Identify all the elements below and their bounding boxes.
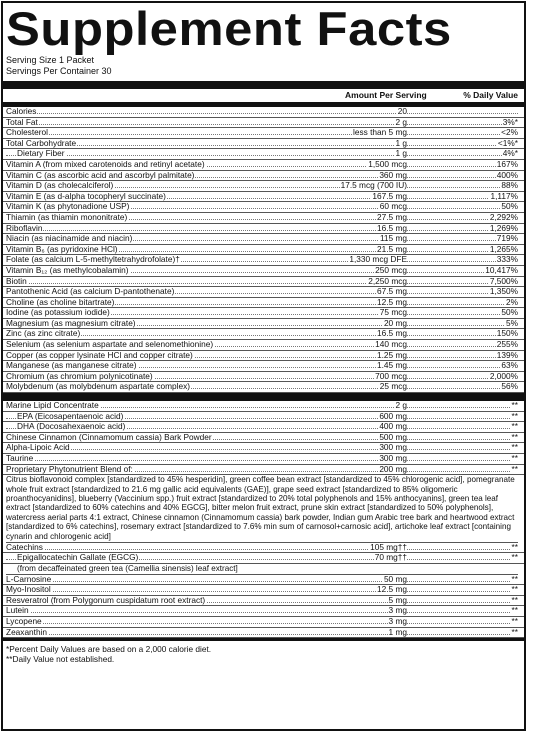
nutrient-name: L-Carnosine bbox=[6, 573, 52, 584]
panel-title: Supplement Facts bbox=[6, 2, 452, 55]
nutrient-amount: 1 mg bbox=[388, 626, 407, 637]
nutrient-daily-value: ** bbox=[511, 594, 518, 605]
nutrient-daily-value: ** bbox=[511, 431, 518, 442]
dotted-leader bbox=[6, 155, 518, 156]
nutrient-amount: 1.45 mg bbox=[377, 360, 407, 371]
nutrient-name: Total Fat bbox=[6, 116, 38, 127]
nutrient-amount: 200 mg bbox=[379, 463, 407, 474]
nutrient-daily-value: ** bbox=[511, 400, 518, 411]
nutrient-name: Folate (as calcium L-5-methyltetrahydrofolate)† bbox=[6, 254, 180, 265]
nutrient-daily-value: 10,417% bbox=[485, 264, 518, 275]
nutrient-name: Vitamin C (as ascorbic acid and ascorbyl palmitate) bbox=[6, 169, 195, 180]
nutrient-amount: 400 mg bbox=[379, 421, 407, 432]
nutrient-row bbox=[3, 107, 524, 118]
dotted-leader bbox=[6, 283, 518, 284]
nutrient-daily-value: 167% bbox=[496, 158, 518, 169]
column-header bbox=[3, 89, 524, 102]
nutrient-daily-value: 1,350% bbox=[489, 286, 518, 297]
nutrient-daily-value: 1,269% bbox=[489, 222, 518, 233]
nutrient-amount: 105 mg†† bbox=[370, 541, 407, 552]
nutrient-daily-value: 139% bbox=[496, 349, 518, 360]
nutrient-amount: 2 g bbox=[395, 116, 407, 127]
nutrient-daily-value: 63% bbox=[501, 360, 518, 371]
nutrient-amount: 27.5 mg bbox=[377, 211, 407, 222]
nutrient-name: Copper (as copper lysinate HCl and copper citrate) bbox=[6, 349, 193, 360]
nutrient-row bbox=[3, 454, 524, 465]
nutrient-amount: 2 g bbox=[395, 400, 407, 411]
servings-per-container: Servings Per Container 30 bbox=[6, 66, 112, 76]
nutrient-row bbox=[3, 596, 524, 607]
nutrient-amount: 50 mg bbox=[383, 573, 407, 584]
nutrient-name: Proprietary Phytonutrient Blend of: bbox=[6, 463, 133, 474]
nutrient-amount: 3 mg bbox=[388, 616, 407, 626]
nutrient-name: Total Carbohydrate bbox=[6, 137, 77, 148]
nutrient-amount: 25 mcg bbox=[379, 381, 407, 392]
nutrient-daily-value: 333% bbox=[496, 254, 518, 265]
nutrient-amount: 700 mcg bbox=[375, 370, 407, 381]
nutrient-amount: 3 mg bbox=[388, 605, 407, 616]
nutrient-daily-value: ** bbox=[511, 442, 518, 453]
nutrient-name: Vitamin A (from mixed carotenoids and retinyl acetate) bbox=[6, 158, 205, 169]
dotted-leader bbox=[6, 612, 518, 613]
nutrient-amount: 600 mg bbox=[379, 410, 407, 421]
dotted-leader bbox=[6, 145, 518, 146]
nutrient-amount: 67.5 mg bbox=[377, 286, 407, 297]
nutrient-amount: 1 g bbox=[395, 148, 407, 159]
nutrient-name: Resveratrol (from Polygonum cuspidatum root extract) bbox=[6, 594, 206, 605]
egcg-source-text: (from decaffeinated green tea (Camellia sinensis) leaf extract] bbox=[6, 564, 518, 575]
nutrient-name: Selenium (as selenium aspartate and selenomethionine) bbox=[6, 339, 214, 350]
nutrient-name: Choline (as choline bitartrate) bbox=[6, 296, 115, 307]
nutrient-name: Lutein bbox=[6, 605, 29, 616]
nutrient-name: Marine Lipid Concentrate bbox=[6, 400, 99, 411]
nutrient-daily-value: ** bbox=[511, 453, 518, 463]
dotted-leader bbox=[6, 581, 518, 582]
nutrient-name: Catechins bbox=[6, 541, 43, 552]
nutrient-name: Lycopene bbox=[6, 616, 42, 626]
nutrient-amount: 60 mcg bbox=[379, 201, 407, 212]
nutrient-amount: 5 mg bbox=[388, 594, 407, 605]
nutrient-row bbox=[3, 628, 524, 639]
nutrient-amount: 75 mcg bbox=[379, 307, 407, 318]
nutrient-daily-value: 2% bbox=[506, 296, 518, 307]
nutrient-name: Magnesium (as magnesium citrate) bbox=[6, 317, 136, 328]
nutrient-daily-value: 400% bbox=[496, 169, 518, 180]
nutrient-row bbox=[3, 433, 524, 444]
dotted-leader bbox=[6, 113, 518, 114]
nutrient-name: Zinc (as zinc citrate) bbox=[6, 328, 81, 339]
nutrient-daily-value: ** bbox=[511, 552, 518, 563]
nutrient-daily-value: ** bbox=[511, 463, 518, 474]
nutrient-amount: 1,330 mcg DFE bbox=[349, 254, 407, 265]
nutrient-name: Alpha-Lipoic Acid bbox=[6, 442, 70, 453]
nutrient-daily-value: 5% bbox=[506, 317, 518, 328]
nutrient-row bbox=[3, 553, 524, 564]
phytonutrient-blend-text: Citrus bioflavonoid complex [standardized to 45% hesperidin], green coffee bean extract [standardized to 45% chlorogenic acid], pomegranate whole fruit extract [standardized to 21.6 mg gallic acid equivalents (GAE)], grape seed extract [standardized to 85% oligomeric proanthocyanidins], blueberry (Vaccinium spp.) fruit extract [standardized to 20% total polyphenols and 15% anthocyanins], green tea leaf extract [standardized to 60% catechins and 40% EGCG], bitter melon fruit extract, prune skin extract [standardized to 50% polyphenols], watercress aerial parts 4:1 extract, Chinese cinnamon (Cinnamomum cassia) bark powder, Indian gum Arabic tree bark and heartwood extract [standardized to 6% catechins], rosemary extract [standardized to 7.6% min sum of carnosol+carnosic acid], artichoke leaf extract [containing cynarin and chlorogenic acid] bbox=[6, 475, 518, 542]
nutrient-row bbox=[3, 319, 524, 330]
vitamins-minerals-list bbox=[3, 107, 524, 393]
nutrient-name: Calories bbox=[6, 106, 37, 116]
amount-header: Amount Per Serving bbox=[345, 90, 427, 100]
nutrient-daily-value: 7,500% bbox=[489, 275, 518, 286]
nutrient-daily-value: ** bbox=[511, 605, 518, 616]
nutrient-daily-value: ** bbox=[511, 616, 518, 626]
divider-footer bbox=[3, 638, 524, 641]
nutrient-name: Myo-Inositol bbox=[6, 584, 51, 595]
dotted-leader bbox=[6, 634, 518, 635]
nutrient-amount: 1.25 mg bbox=[377, 349, 407, 360]
nutrient-row bbox=[3, 575, 524, 586]
nutrient-daily-value: ** bbox=[511, 421, 518, 432]
nutrient-name: Biotin bbox=[6, 275, 27, 286]
nutrient-name: Vitamin K (as phytonadione USP) bbox=[6, 201, 130, 212]
dotted-leader bbox=[6, 623, 518, 624]
nutrient-daily-value: 56% bbox=[501, 381, 518, 392]
nutrient-name: Taurine bbox=[6, 453, 34, 463]
nutrient-name: Epigallocatechin Gallate (EGCG) bbox=[17, 552, 139, 563]
nutrient-name: Chinese Cinnamon (Cinnamomum cassia) Bark Powder bbox=[6, 431, 212, 442]
nutrient-row bbox=[3, 266, 524, 277]
nutrient-amount: 300 mg bbox=[379, 442, 407, 453]
nutrient-amount: 250 mcg bbox=[375, 264, 407, 275]
nutrient-row bbox=[3, 128, 524, 139]
dotted-leader bbox=[6, 134, 518, 135]
specialty-ingredients-list bbox=[3, 401, 524, 475]
nutrient-amount: 12.5 mg bbox=[377, 296, 407, 307]
nutrient-daily-value: 1,265% bbox=[489, 243, 518, 254]
nutrient-name: Dietary Fiber bbox=[17, 148, 65, 159]
nutrient-daily-value: ** bbox=[511, 573, 518, 584]
nutrient-name: Thiamin (as thiamin mononitrate) bbox=[6, 211, 128, 222]
nutrient-amount: 115 mg bbox=[379, 233, 407, 244]
nutrient-row bbox=[3, 617, 524, 628]
nutrient-name: EPA (Eicosapentaenoic acid) bbox=[17, 410, 124, 421]
nutrient-daily-value: 2,000% bbox=[489, 370, 518, 381]
nutrient-daily-value: 2,292% bbox=[489, 211, 518, 222]
nutrient-amount: 500 mg bbox=[379, 431, 407, 442]
nutrient-row bbox=[3, 160, 524, 171]
nutrient-daily-value: 150% bbox=[496, 328, 518, 339]
nutrient-name: Manganese (as manganese citrate) bbox=[6, 360, 137, 371]
nutrient-amount: 360 mg bbox=[379, 169, 407, 180]
nutrient-name: Molybdenum (as molybdenum aspartate complex) bbox=[6, 381, 190, 392]
nutrient-name: Vitamin B₁₂ (as methylcobalamin) bbox=[6, 264, 129, 275]
footnote-dv-not-established: **Daily Value not established. bbox=[6, 654, 115, 665]
catechins-list bbox=[3, 543, 524, 564]
daily-value-header: % Daily Value bbox=[463, 90, 518, 100]
nutrient-name: Chromium (as chromium polynicotinate) bbox=[6, 370, 153, 381]
nutrient-row bbox=[3, 606, 524, 617]
nutrient-row bbox=[3, 118, 524, 129]
nutrient-amount: 140 mcg bbox=[375, 339, 407, 350]
nutrient-daily-value: 719% bbox=[496, 233, 518, 244]
nutrient-daily-value: 4%* bbox=[502, 148, 518, 159]
nutrient-name: Cholesterol bbox=[6, 127, 48, 138]
nutrient-amount: less than 5 mg bbox=[353, 127, 407, 138]
nutrient-amount: 2,250 mcg bbox=[368, 275, 407, 286]
nutrient-amount: 21.5 mg bbox=[377, 243, 407, 254]
nutrient-name: Vitamin B₆ (as pyridoxine HCl) bbox=[6, 243, 118, 254]
nutrient-name: Vitamin E (as d-alpha tocopheryl succinate) bbox=[6, 190, 166, 201]
dotted-leader bbox=[6, 449, 518, 450]
nutrient-amount: 20 mg bbox=[383, 317, 407, 328]
divider-thick bbox=[3, 81, 524, 89]
dotted-leader bbox=[6, 335, 518, 336]
nutrient-daily-value: ** bbox=[511, 584, 518, 595]
nutrient-daily-value: 1,117% bbox=[490, 190, 518, 201]
nutrient-amount: 1 g bbox=[395, 137, 407, 148]
serving-size: Serving Size 1 Packet bbox=[6, 55, 95, 65]
nutrient-amount: 16.5 mg bbox=[377, 222, 407, 233]
footnote-percent-dv: *Percent Daily Values are based on a 2,000 calorie diet. bbox=[6, 644, 212, 655]
nutrient-daily-value: 3%* bbox=[502, 116, 518, 127]
nutrient-amount: 300 mg bbox=[379, 453, 407, 463]
nutrient-amount: 17.5 mcg (700 IU) bbox=[340, 180, 407, 191]
nutrient-row bbox=[3, 465, 524, 476]
nutrient-amount: 1,500 mcg bbox=[368, 158, 407, 169]
nutrient-name: Iodine (as potassium iodide) bbox=[6, 307, 110, 318]
supplement-facts-panel bbox=[1, 1, 526, 731]
nutrient-amount: 70 mg†† bbox=[374, 552, 407, 563]
nutrient-daily-value: 50% bbox=[501, 307, 518, 318]
dotted-leader bbox=[6, 124, 518, 125]
nutrient-amount: 12.5 mg bbox=[377, 584, 407, 595]
nutrient-name: Zeaxanthin bbox=[6, 626, 48, 637]
nutrient-daily-value: ** bbox=[511, 410, 518, 421]
nutrient-row bbox=[3, 213, 524, 224]
nutrient-row bbox=[3, 139, 524, 150]
dotted-leader bbox=[6, 549, 518, 550]
nutrient-daily-value: ** bbox=[511, 541, 518, 552]
nutrient-name: Pantothenic Acid (as calcium D-pantothenate) bbox=[6, 286, 175, 297]
nutrient-daily-value: 50% bbox=[501, 201, 518, 212]
dotted-leader bbox=[6, 460, 518, 461]
other-ingredients-list bbox=[3, 575, 524, 639]
nutrient-daily-value: ** bbox=[511, 626, 518, 637]
nutrient-daily-value: <1%* bbox=[497, 137, 518, 148]
nutrient-name: Riboflavin bbox=[6, 222, 43, 233]
dotted-leader bbox=[6, 230, 518, 231]
nutrient-name: Vitamin D (as cholecalciferol) bbox=[6, 180, 114, 191]
nutrient-daily-value: <2% bbox=[501, 127, 518, 138]
nutrient-amount: 20 bbox=[397, 106, 407, 116]
nutrient-amount: 167.5 mg bbox=[372, 190, 407, 201]
nutrient-daily-value: 255% bbox=[496, 339, 518, 350]
nutrient-amount: 16.5 mg bbox=[377, 328, 407, 339]
dotted-leader bbox=[6, 591, 518, 592]
nutrient-name: DHA (Docosahexaenoic acid) bbox=[17, 421, 126, 432]
nutrient-daily-value: 88% bbox=[501, 180, 518, 191]
nutrient-row bbox=[3, 443, 524, 454]
nutrient-row bbox=[3, 382, 524, 393]
nutrient-name: Niacin (as niacinamide and niacin) bbox=[6, 233, 133, 244]
